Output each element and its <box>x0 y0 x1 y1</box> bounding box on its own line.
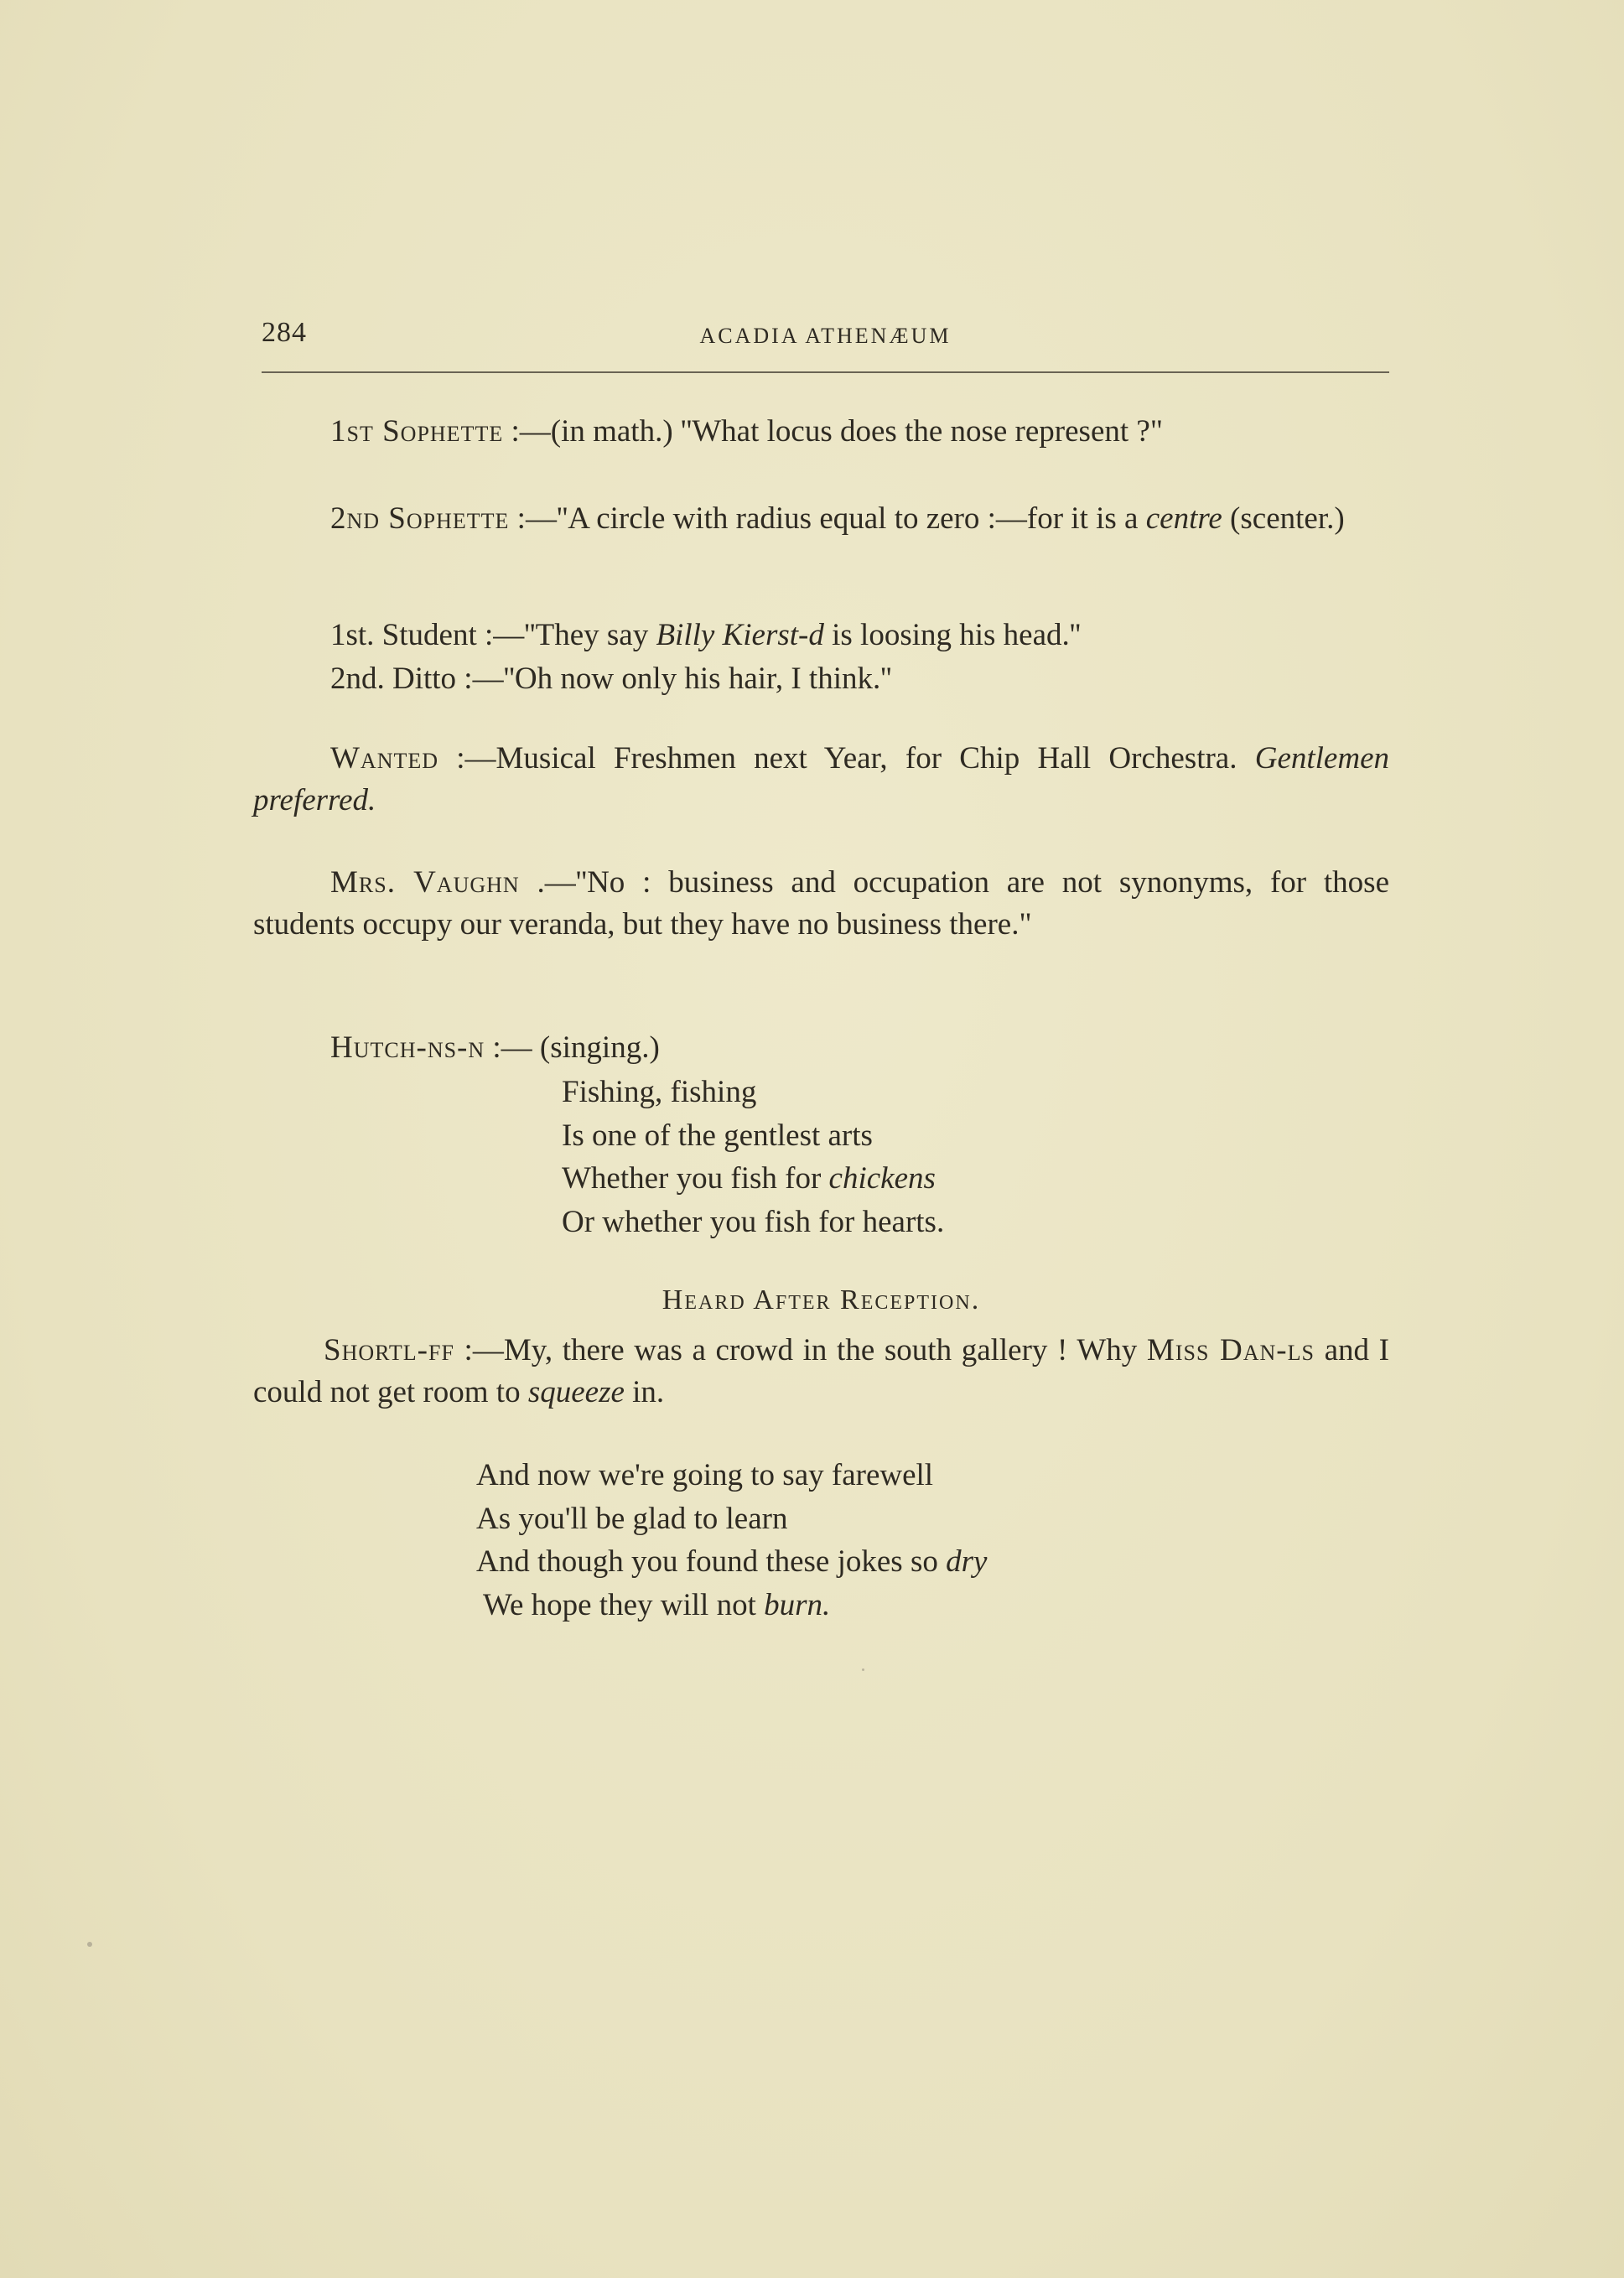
entry-italic: centre <box>1145 501 1222 536</box>
song-line: Is one of the gentlest arts <box>562 1118 873 1153</box>
paper-speck <box>87 1942 92 1947</box>
song-line: Fishing, fishing <box>562 1075 757 1109</box>
song-line <box>562 1157 944 1201</box>
entry-wanted <box>253 738 1389 822</box>
entry-italic: squeeze <box>527 1375 625 1409</box>
song-line-text: Whether you fish for <box>562 1161 829 1196</box>
farewell-line: As you'll be glad to learn <box>476 1501 788 1536</box>
entry-text: :— (singing.) <box>485 1030 660 1065</box>
farewell-italic: burn. <box>764 1587 831 1622</box>
speaker-name: 2nd Sophette <box>330 501 510 536</box>
entry-text: :—Musical Freshmen next Year, for Chip Hall Orchestra. <box>438 741 1255 776</box>
entry-text: :—(in math.) ''What locus does the nose represent ?" <box>503 414 1163 449</box>
farewell-line <box>476 1584 987 1627</box>
entry-text-mid: and I could not get room to <box>253 1333 1389 1409</box>
song-verse <box>562 1071 944 1243</box>
speaker-name-2: Miss Dan-ls <box>1146 1333 1315 1367</box>
entry-text-after: is loosing his head.'' <box>823 618 1082 652</box>
song-line: Or whether you fish for hearts. <box>562 1204 945 1239</box>
farewell-verse <box>476 1454 987 1627</box>
entry-1st-sophette <box>253 411 1389 453</box>
page-header <box>262 317 1389 359</box>
header-rule <box>262 371 1389 373</box>
entry-text: :—My, there was a crowd in the south gallery ! Why <box>454 1333 1147 1367</box>
entry-shortliffe <box>253 1330 1389 1414</box>
speaker-name: 1st Sophette <box>330 414 504 449</box>
entry-italic: Gentlemen preferred. <box>253 741 1389 817</box>
entry-hutchinson <box>253 1027 1389 1069</box>
entry-italic: Billy Kierst-d <box>656 618 824 652</box>
speaker-name: Hutch-ns-n <box>330 1030 485 1065</box>
farewell-line <box>476 1540 987 1584</box>
entry-student <box>330 615 1389 656</box>
section-heading: Heard After Reception. <box>662 1284 981 1315</box>
entry-mrs-vaughn <box>253 862 1389 946</box>
page-number: 284 <box>262 317 307 348</box>
entry-text: .—''No : business and occupation are not synonyms, for those students occupy our veranda, but they have no business there." <box>253 865 1390 942</box>
farewell-line-text: And though you found these jokes so <box>476 1544 947 1579</box>
entry-text: 2nd. Ditto :—''Oh now only his hair, I think.'' <box>330 662 892 696</box>
entry-text: :—''A circle with radius equal to zero :—for it is a <box>509 501 1146 536</box>
entry-text-after: in. <box>624 1375 665 1409</box>
entry-text-after: (scenter.) <box>1222 501 1345 536</box>
entry-text: 1st. Student :—''They say <box>330 618 656 652</box>
song-italic: chickens <box>828 1161 936 1196</box>
paper-speck <box>862 1668 864 1671</box>
speaker-name: Wanted <box>330 741 439 776</box>
farewell-line-text: We hope they will not <box>483 1587 765 1622</box>
speaker-name: Shortl-ff <box>324 1333 454 1367</box>
speaker-name: Mrs. Vaughn <box>330 865 520 900</box>
farewell-line: And now we're going to say farewell <box>476 1458 934 1492</box>
entry-ditto <box>330 658 1389 700</box>
running-title: ACADIA ATHENÆUM <box>699 324 952 348</box>
farewell-italic: dry <box>946 1544 988 1579</box>
entry-2nd-sophette <box>253 498 1389 540</box>
